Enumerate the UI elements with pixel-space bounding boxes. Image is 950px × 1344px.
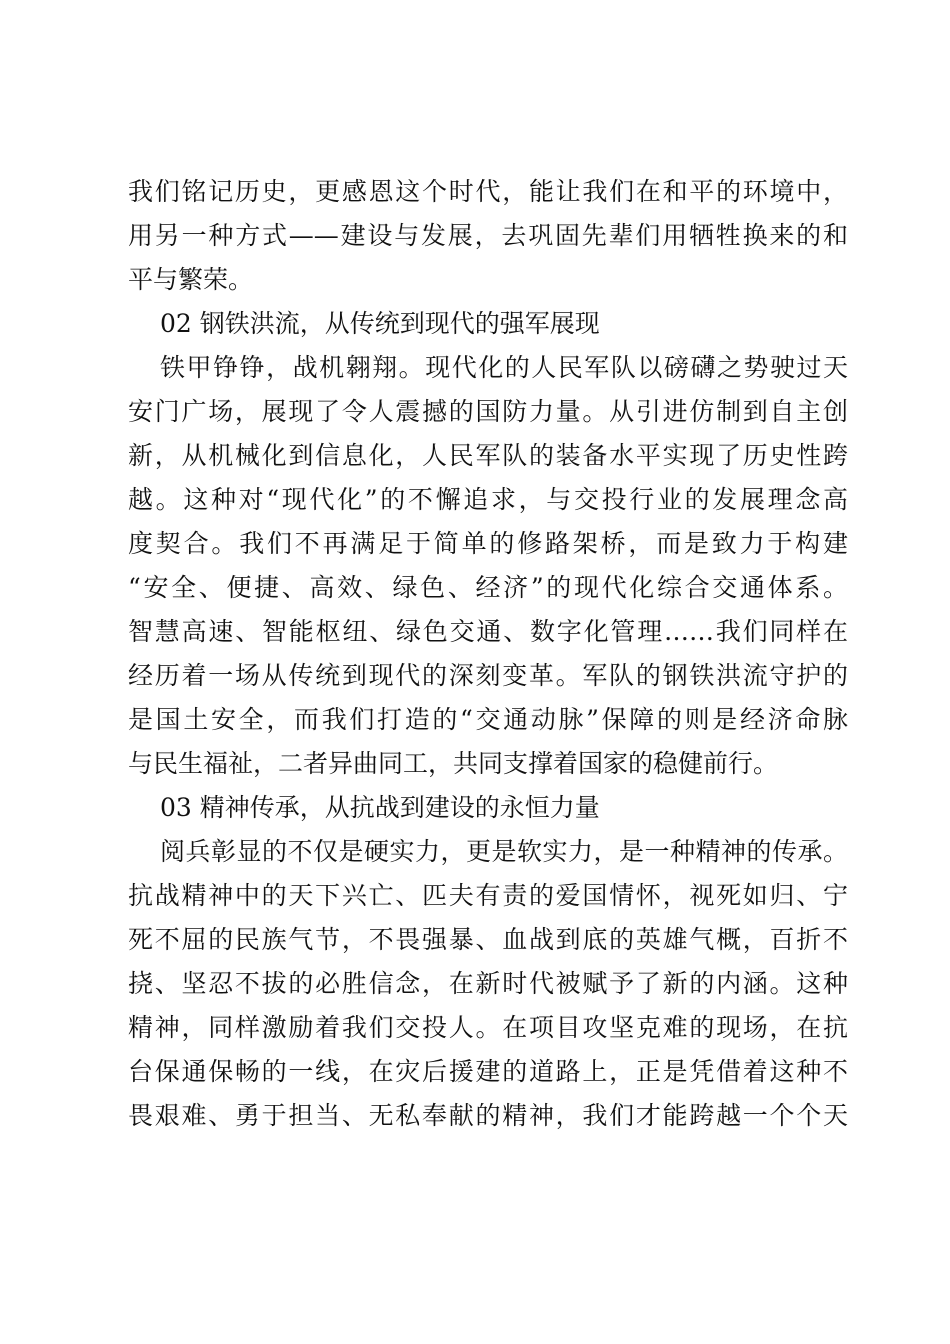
paragraph-line: 与民生福祉，二者异曲同工，共同支撑着国家的稳健前行。 [128,749,779,778]
paragraph-line: 铁甲铮铮，战机翱翔。现代化的人民军队以磅礴之势驶过天 [160,353,848,382]
paragraph-line: 智慧高速、智能枢纽、绿色交通、数字化管理……我们同样在 [128,617,848,646]
paragraph-line: 经历着一场从传统到现代的深刻变革。军队的钢铁洪流守护的 [128,661,848,690]
paragraph-line: 平与繁荣。 [128,265,254,294]
paragraph-line: 抗战精神中的天下兴亡、匹夫有责的爱国情怀，视死如归、宁 [128,881,848,910]
paragraph-line: 用另一种方式——建设与发展，去巩固先辈们用牺牲换来的和 [128,221,848,250]
paragraph-line: 是国土安全，而我们打造的“交通动脉”保障的则是经济命脉 [128,705,848,734]
paragraph-line: 度契合。我们不再满足于简单的修路架桥，而是致力于构建 [128,529,848,558]
paragraph-line: 越。这种对“现代化”的不懈追求，与交投行业的发展理念高 [128,485,848,514]
section-heading-03: 03 精神传承，从抗战到建设的永恒力量 [160,793,600,822]
section-heading-02: 02 钢铁洪流，从传统到现代的强军展现 [160,309,600,338]
paragraph-line: 安门广场，展现了令人震撼的国防力量。从引进仿制到自主创 [128,397,848,426]
paragraph-line: 我们铭记历史，更感恩这个时代，能让我们在和平的环境中， [128,177,848,206]
paragraph-line: 台保通保畅的一线，在灾后援建的道路上，正是凭借着这种不 [128,1057,848,1086]
paragraph-line: 新，从机械化到信息化，人民军队的装备水平实现了历史性跨 [128,441,848,470]
paragraph-line: 死不屈的民族气节，不畏强暴、血战到底的英雄气概，百折不 [128,925,848,954]
paragraph-line: 精神，同样激励着我们交投人。在项目攻坚克难的现场，在抗 [128,1013,848,1042]
paragraph-line: 挠、坚忍不拔的必胜信念，在新时代被赋予了新的内涵。这种 [128,969,848,998]
paragraph-line: 畏艰难、勇于担当、无私奉献的精神，我们才能跨越一个个天 [128,1101,848,1130]
paragraph-line: “安全、便捷、高效、绿色、经济”的现代化综合交通体系。 [128,573,848,602]
paragraph-line: 阅兵彰显的不仅是硬实力，更是软实力，是一种精神的传承。 [160,837,848,866]
